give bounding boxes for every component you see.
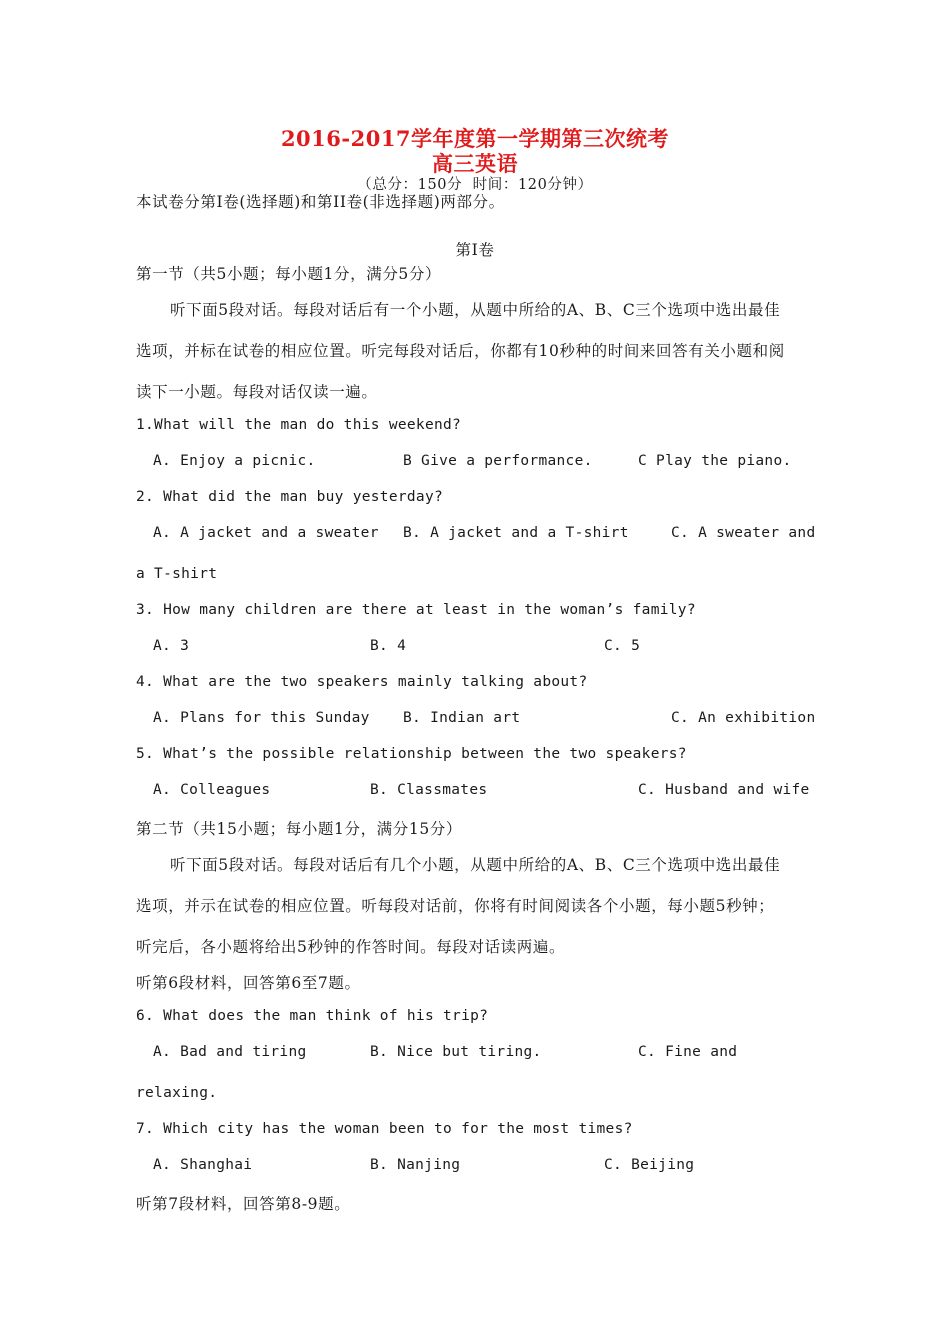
volume-label: 第I卷 [455, 241, 495, 259]
question-3-option-a: A. 3 [153, 638, 190, 654]
exam-intro: 本试卷分第I卷(选择题)和第II卷(非选择题)两部分。 [136, 193, 505, 211]
section2-instruction-line3: 听完后，各小题将给出5秒钟的作答时间。每段对话读两遍。 [136, 938, 566, 956]
section1-instruction-line3: 读下一小题。每段对话仅读一遍。 [136, 383, 378, 401]
section1-instruction-line1: 听下面5段对话。每段对话后有一个小题，从题中所给的A、B、C三个选项中选出最佳 [170, 301, 781, 319]
question-1-stem: 1.What will the man do this weekend? [136, 417, 462, 433]
question-3-stem: 3. How many children are there at least in the woman’s family? [136, 602, 696, 618]
question-6-option-c: C. Fine and [638, 1044, 738, 1060]
question-4-option-a: A. Plans for this Sunday [153, 710, 370, 726]
question-5-stem: 5. What’s the possible relationship between the two speakers? [136, 746, 687, 762]
question-4-stem: 4. What are the two speakers mainly talking about? [136, 674, 588, 690]
question-2-stem: 2. What did the man buy yesterday? [136, 489, 444, 505]
material-7-heading: 听第7段材料，回答第8-9题。 [136, 1195, 351, 1213]
question-7-option-c: C. Beijing [604, 1157, 695, 1173]
section2-heading: 第二节（共15小题；每小题1分，满分15分） [136, 820, 463, 838]
question-2-option-c: C. A sweater and [671, 525, 816, 541]
exam-subject: 高三英语 [432, 151, 518, 176]
section2-instruction-line2: 选项，并示在试卷的相应位置。听每段对话前，你将有时间阅读各个小题，每小题5秒钟； [136, 897, 775, 915]
question-2-option-c-continued: a T-shirt [136, 566, 218, 582]
exam-title: 2016-2017学年度第一学期第三次统考 [280, 126, 670, 151]
question-6-option-b: B. Nice but tiring. [370, 1044, 542, 1060]
question-7-stem: 7. Which city has the woman been to for the most times? [136, 1121, 633, 1137]
question-5-option-a: A. Colleagues [153, 782, 271, 798]
question-4-option-c: C. An exhibition [671, 710, 816, 726]
question-1-option-b: B Give a performance. [403, 453, 593, 469]
section2-instruction-line1: 听下面5段对话。每段对话后有几个小题，从题中所给的A、B、C三个选项中选出最佳 [170, 856, 781, 874]
exam-info: （总分：150分 时间：120分钟） [357, 177, 593, 193]
section1-instruction-line2: 选项，并标在试卷的相应位置。听完每段对话后，你都有10秒种的时间来回答有关小题和阅 [136, 342, 785, 360]
question-5-option-b: B. Classmates [370, 782, 488, 798]
question-1-option-a: A. Enjoy a picnic. [153, 453, 316, 469]
question-6-stem: 6. What does the man think of his trip? [136, 1008, 489, 1024]
question-4-option-b: B. Indian art [403, 710, 521, 726]
question-5-option-c: C. Husband and wife [638, 782, 810, 798]
question-3-option-c: C. 5 [604, 638, 641, 654]
question-3-option-b: B. 4 [370, 638, 407, 654]
question-6-option-a: A. Bad and tiring [153, 1044, 307, 1060]
question-7-option-b: B. Nanjing [370, 1157, 461, 1173]
material-6-heading: 听第6段材料，回答第6至7题。 [136, 974, 361, 992]
question-2-option-a: A. A jacket and a sweater [153, 525, 379, 541]
question-6-option-c-continued: relaxing. [136, 1085, 218, 1101]
question-7-option-a: A. Shanghai [153, 1157, 253, 1173]
question-1-option-c: C Play the piano. [638, 453, 792, 469]
section1-heading: 第一节（共5小题；每小题1分，满分5分） [136, 265, 442, 283]
question-2-option-b: B. A jacket and a T-shirt [403, 525, 629, 541]
